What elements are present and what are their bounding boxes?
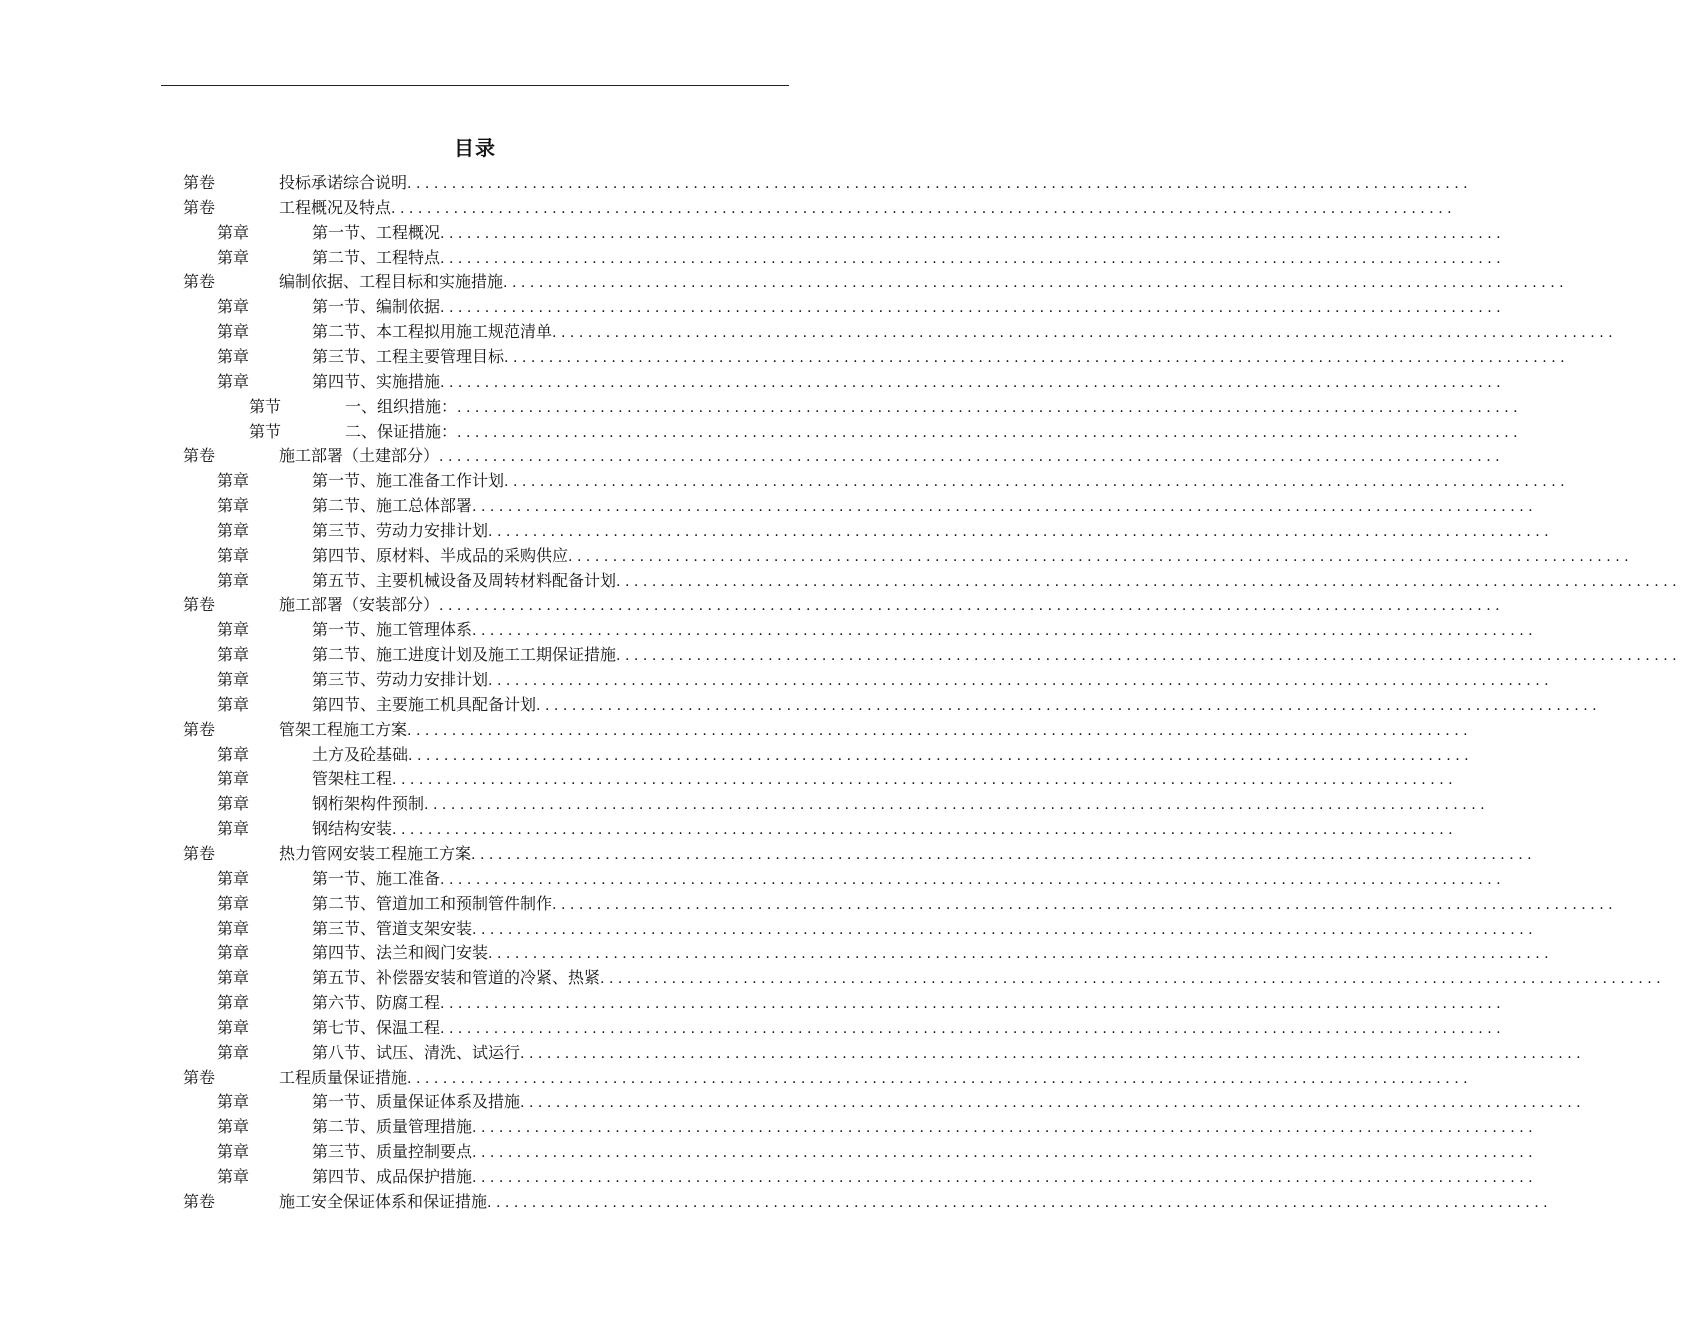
toc-entry[interactable] bbox=[0, 991, 1506, 1015]
toc-entry-body bbox=[312, 867, 1506, 892]
toc-leader-dots: ....................................................................................................................... bbox=[472, 499, 1538, 516]
toc-entry-body bbox=[279, 593, 1505, 618]
toc-entry[interactable] bbox=[0, 395, 1523, 419]
toc-entry-body bbox=[312, 792, 1490, 817]
toc-entry-text: 施工部署（土建部分） bbox=[279, 446, 440, 466]
toc-entry[interactable] bbox=[0, 1041, 1586, 1065]
toc-entry-label: 第章 bbox=[217, 322, 250, 342]
toc-entry-text: 施工安全保证体系和保证措施 bbox=[279, 1191, 488, 1211]
toc-entry-text: 第一节、编制依据 bbox=[312, 297, 441, 317]
toc-leader-dots: ....................................................................................................................... bbox=[552, 325, 1618, 342]
toc-entry-label: 第章 bbox=[217, 371, 250, 391]
toc-entry-label: 第章 bbox=[217, 520, 250, 540]
toc-leader-dots: ....................................................................................................................... bbox=[472, 1120, 1538, 1137]
toc-entry[interactable] bbox=[0, 295, 1506, 319]
toc-entry-body bbox=[279, 842, 1537, 867]
toc-leader-dots: ....................................................................................................................... bbox=[536, 697, 1602, 714]
toc-entry-body bbox=[312, 345, 1570, 370]
toc-leader-dots: ....................................................................................................................... bbox=[552, 896, 1618, 913]
toc-entry-label: 第章 bbox=[217, 645, 250, 665]
toc-entry-label: 第章 bbox=[217, 769, 250, 789]
toc-entry-text: 第三节、管道支架安装 bbox=[312, 918, 473, 938]
toc-entry-label: 第章 bbox=[217, 247, 250, 267]
toc-entry-body bbox=[279, 718, 1473, 743]
toc-entry-label: 第章 bbox=[217, 1142, 250, 1162]
toc-entry-label: 第章 bbox=[217, 868, 250, 888]
toc-entry[interactable] bbox=[0, 643, 1681, 667]
toc-entry-text: 施工部署（安装部分） bbox=[279, 595, 440, 615]
toc-entry-text: 第四节、原材料、半成品的采购供应 bbox=[312, 545, 569, 565]
toc-entry-text: 土方及砼基础 bbox=[312, 744, 409, 764]
toc-entry[interactable] bbox=[0, 1016, 1506, 1040]
toc-entry[interactable] bbox=[0, 792, 1490, 816]
toc-entry-body bbox=[312, 767, 1458, 792]
toc-entry-label: 第节 bbox=[249, 421, 282, 441]
toc-entry-label: 第卷 bbox=[183, 1191, 216, 1211]
toc-leader-dots: ....................................................................................................................... bbox=[471, 846, 1537, 863]
toc-entry-text: 管架柱工程 bbox=[312, 769, 393, 789]
toc-leader-dots: ....................................................................................................................... bbox=[488, 946, 1554, 963]
toc-entry-text: 钢结构安装 bbox=[312, 819, 393, 839]
toc-entry-text: 第二节、工程特点 bbox=[312, 247, 441, 267]
toc-entry-text: 钢桁架构件预制 bbox=[312, 794, 425, 814]
toc-leader-dots: ....................................................................................................................... bbox=[520, 1095, 1586, 1112]
toc-entry-body bbox=[312, 320, 1618, 345]
toc-entry-label: 第章 bbox=[217, 297, 250, 317]
toc-leader-dots: ....................................................................................................................... bbox=[520, 1045, 1586, 1062]
toc-entry[interactable] bbox=[0, 668, 1554, 692]
toc-leader-dots: ....................................................................................................................... bbox=[440, 996, 1506, 1013]
toc-leader-dots: ....................................................................................................................... bbox=[472, 623, 1538, 640]
toc-entry[interactable] bbox=[0, 593, 1505, 617]
toc-entry[interactable] bbox=[0, 941, 1554, 965]
toc-leader-dots: ....................................................................................................................... bbox=[407, 722, 1473, 739]
toc-leader-dots: ....................................................................................................................... bbox=[504, 349, 1570, 366]
toc-entry-text: 第一节、施工管理体系 bbox=[312, 620, 473, 640]
toc-entry-label: 第章 bbox=[217, 620, 250, 640]
toc-entry[interactable] bbox=[0, 1165, 1538, 1189]
toc-entry-text: 第二节、施工总体部署 bbox=[312, 496, 473, 516]
toc-entry-body bbox=[279, 171, 1473, 196]
toc-leader-dots: ....................................................................................................................... bbox=[472, 1170, 1538, 1186]
toc-entry-text: 第一节、工程概况 bbox=[312, 222, 441, 242]
toc-entry-label: 第卷 bbox=[183, 595, 216, 615]
toc-entry-text: 第三节、质量控制要点 bbox=[312, 1142, 473, 1162]
toc-entry-label: 第章 bbox=[217, 968, 250, 988]
toc-entry-body bbox=[312, 618, 1538, 643]
toc-entry-body bbox=[312, 370, 1506, 395]
header-rule bbox=[161, 85, 789, 86]
toc-leader-dots: ....................................................................................................................... bbox=[440, 225, 1506, 242]
toc-entry-body bbox=[312, 966, 1666, 991]
toc-entry[interactable] bbox=[0, 718, 1473, 742]
toc-entry[interactable] bbox=[0, 320, 1618, 344]
toc-entry-label: 第章 bbox=[217, 346, 250, 366]
toc-entry-label: 第章 bbox=[217, 1167, 250, 1186]
toc-entry[interactable] bbox=[0, 892, 1618, 916]
toc-entry-body bbox=[312, 295, 1506, 320]
toc-entry[interactable] bbox=[0, 1140, 1538, 1164]
toc-entry[interactable] bbox=[0, 1190, 1553, 1214]
toc-entry-text: 第五节、补偿器安装和管道的冷紧、热紧 bbox=[312, 968, 601, 988]
toc-entry-label: 第卷 bbox=[183, 446, 216, 466]
toc-leader-dots: ....................................................................................................................... bbox=[392, 772, 1458, 789]
toc-leader-dots: ....................................................................................................................... bbox=[488, 673, 1554, 689]
toc-entry-body bbox=[312, 1115, 1538, 1140]
toc-leader-dots: ....................................................................................................................... bbox=[616, 648, 1681, 665]
toc-entry-text: 第一节、施工准备工作计划 bbox=[312, 471, 505, 491]
toc-entry-label: 第章 bbox=[217, 545, 250, 565]
toc-entry-body bbox=[312, 469, 1570, 494]
toc-leader-dots: ....................................................................................................................... bbox=[439, 449, 1505, 466]
toc-entry-body bbox=[279, 1066, 1473, 1091]
toc-entry-body bbox=[312, 817, 1458, 842]
toc-entry-label: 第章 bbox=[217, 993, 250, 1013]
toc-entry[interactable] bbox=[0, 370, 1506, 394]
toc-entry[interactable] bbox=[0, 767, 1458, 791]
toc-leader-dots: ....................................................................................................................... bbox=[488, 523, 1554, 540]
toc-entry-body bbox=[312, 917, 1538, 942]
toc-entry-text: 热力管网安装工程施工方案 bbox=[279, 843, 472, 863]
toc-entry-text: 第七节、保温工程 bbox=[312, 1017, 441, 1037]
toc-entry[interactable] bbox=[0, 519, 1554, 543]
toc-leader-dots: ....................................................................................................................... bbox=[600, 971, 1666, 988]
toc-entry[interactable] bbox=[0, 817, 1458, 841]
toc-entry-text: 第二节、本工程拟用施工规范清单 bbox=[312, 322, 553, 342]
toc-leader-dots: ....................................................................................................................... bbox=[504, 474, 1570, 491]
toc-leader-dots: ....................................................................................................................... bbox=[457, 424, 1523, 441]
toc-entry[interactable] bbox=[0, 494, 1538, 518]
toc-entry-body bbox=[312, 1140, 1538, 1165]
toc-entry-text: 管架工程施工方案 bbox=[279, 719, 408, 739]
toc-entry-text: 第六节、防腐工程 bbox=[312, 993, 441, 1013]
toc-entry[interactable] bbox=[0, 743, 1474, 767]
toc-leader-dots: ....................................................................................................................... bbox=[457, 399, 1523, 416]
toc-entry-text: 第五节、主要机械设备及周转材料配备计划 bbox=[312, 570, 617, 590]
toc-entry-label: 第卷 bbox=[183, 173, 216, 192]
toc-entry-label: 第章 bbox=[217, 1017, 250, 1037]
toc-entry-body bbox=[312, 693, 1602, 718]
toc-entry-label: 第章 bbox=[217, 918, 250, 938]
toc-entry-body bbox=[312, 1016, 1506, 1041]
toc-leader-dots: ....................................................................................................................... bbox=[439, 598, 1505, 615]
toc-entry-text: 第四节、法兰和阀门安装 bbox=[312, 943, 489, 963]
toc-entry-text: 第三节、劳动力安排计划 bbox=[312, 670, 489, 689]
toc-entry[interactable] bbox=[0, 1115, 1538, 1139]
toc-entry-body bbox=[312, 991, 1506, 1016]
toc-entry-body bbox=[345, 395, 1523, 420]
toc-entry-label: 第章 bbox=[217, 496, 250, 516]
toc-entry-body bbox=[312, 941, 1554, 966]
toc-entry-body bbox=[312, 1041, 1586, 1066]
toc-leader-dots: ....................................................................................................................... bbox=[568, 548, 1634, 565]
toc-entry[interactable] bbox=[0, 196, 1457, 220]
toc-entry-body bbox=[345, 420, 1523, 445]
toc-entry-label: 第章 bbox=[217, 1092, 250, 1112]
toc-entry-body bbox=[312, 892, 1618, 917]
toc-entry-label: 第章 bbox=[217, 670, 250, 689]
toc-leader-dots: ....................................................................................................................... bbox=[440, 300, 1506, 317]
toc-entry-body bbox=[312, 743, 1474, 768]
toc-entry-body bbox=[279, 270, 1569, 295]
toc-entry-text: 工程质量保证措施 bbox=[279, 1067, 408, 1087]
toc-leader-dots: ....................................................................................................................... bbox=[440, 374, 1506, 391]
toc-entry-label: 第章 bbox=[217, 1042, 250, 1062]
toc-entry-body bbox=[312, 569, 1681, 594]
toc-entry-text: 第二节、质量管理措施 bbox=[312, 1117, 473, 1137]
toc-entry-label: 第章 bbox=[217, 893, 250, 913]
toc-entry-label: 第卷 bbox=[183, 843, 216, 863]
toc-entry-body bbox=[312, 494, 1538, 519]
toc-entry-text: 第一节、施工准备 bbox=[312, 868, 441, 888]
toc-entry-text: 第三节、工程主要管理目标 bbox=[312, 346, 505, 366]
toc-entry-body bbox=[312, 668, 1554, 693]
toc-entry-label: 第章 bbox=[217, 943, 250, 963]
toc-entry-text: 第二节、施工进度计划及施工工期保证措施 bbox=[312, 645, 617, 665]
toc-entry[interactable] bbox=[0, 1090, 1586, 1114]
toc-leader-dots: ....................................................................................................................... bbox=[472, 921, 1538, 938]
toc-entry-body bbox=[312, 643, 1681, 668]
toc-entry[interactable] bbox=[0, 867, 1506, 891]
toc-entry[interactable] bbox=[0, 246, 1506, 270]
toc-entry-label: 第章 bbox=[217, 744, 250, 764]
toc-entry-label: 第卷 bbox=[183, 719, 216, 739]
toc-entry-label: 第卷 bbox=[183, 1067, 216, 1087]
toc-leader-dots: ....................................................................................................................... bbox=[440, 250, 1506, 267]
toc-leader-dots: ....................................................................................................................... bbox=[408, 747, 1474, 764]
toc-entry-label: 第卷 bbox=[183, 272, 216, 292]
toc-entry[interactable] bbox=[0, 618, 1538, 642]
toc-entry-body bbox=[312, 1090, 1586, 1115]
toc-leader-dots: ....................................................................................................................... bbox=[616, 573, 1681, 590]
toc-entry[interactable] bbox=[0, 444, 1505, 468]
toc-entry-text: 二、保证措施： bbox=[345, 421, 458, 441]
toc-entry-text: 一、组织措施： bbox=[345, 396, 458, 416]
toc-entry[interactable] bbox=[0, 544, 1634, 568]
toc-entry[interactable] bbox=[0, 171, 1473, 195]
toc-entry-text: 第三节、劳动力安排计划 bbox=[312, 520, 489, 540]
toc-entry[interactable] bbox=[0, 1066, 1473, 1090]
toc-entry-text: 编制依据、工程目标和实施措施 bbox=[279, 272, 504, 292]
toc-entry-text: 第八节、试压、清洗、试运行 bbox=[312, 1042, 521, 1062]
toc-entry-body bbox=[279, 196, 1457, 221]
toc-entry[interactable] bbox=[0, 693, 1602, 717]
toc-leader-dots: ....................................................................................................................... bbox=[407, 176, 1473, 192]
toc-entry[interactable] bbox=[0, 569, 1681, 593]
toc-entry[interactable] bbox=[0, 270, 1569, 294]
toc-entry-text: 投标承诺综合说明 bbox=[279, 173, 408, 192]
toc-entry-label: 第章 bbox=[217, 471, 250, 491]
toc-leader-dots: ....................................................................................................................... bbox=[391, 200, 1457, 217]
toc-leader-dots: ....................................................................................................................... bbox=[487, 1194, 1553, 1211]
toc-entry-body bbox=[279, 444, 1505, 469]
toc-entry-label: 第章 bbox=[217, 819, 250, 839]
toc-entry-body bbox=[312, 221, 1506, 246]
toc-entry-body bbox=[312, 519, 1554, 544]
toc-entry-label: 第章 bbox=[217, 794, 250, 814]
toc-entry[interactable] bbox=[0, 469, 1570, 493]
toc-leader-dots: ....................................................................................................................... bbox=[503, 275, 1569, 292]
toc-entry-label: 第章 bbox=[217, 694, 250, 714]
toc-entry-text: 第一节、质量保证体系及措施 bbox=[312, 1092, 521, 1112]
toc-entry-body bbox=[312, 246, 1506, 271]
toc-entry-label: 第卷 bbox=[183, 197, 216, 217]
toc-entry-label: 第章 bbox=[217, 1117, 250, 1137]
toc-leader-dots: ....................................................................................................................... bbox=[440, 871, 1506, 888]
page-title: 目录 bbox=[454, 136, 496, 160]
toc-entry-text: 第四节、实施措施 bbox=[312, 371, 441, 391]
toc-entry[interactable] bbox=[0, 966, 1666, 990]
toc-leader-dots: ....................................................................................................................... bbox=[424, 797, 1490, 814]
toc-entry-text: 第二节、管道加工和预制管件制作 bbox=[312, 893, 553, 913]
toc-entry-text: 第四节、成品保护措施 bbox=[312, 1167, 473, 1186]
toc-entry-text: 工程概况及特点 bbox=[279, 197, 392, 217]
toc-entry-label: 第章 bbox=[217, 222, 250, 242]
toc-entry-body bbox=[312, 544, 1634, 569]
toc-entry[interactable] bbox=[0, 420, 1523, 444]
toc-entry[interactable] bbox=[0, 842, 1537, 866]
toc-entry-label: 第章 bbox=[217, 570, 250, 590]
toc-entry-body bbox=[279, 1190, 1553, 1215]
toc-entry[interactable] bbox=[0, 345, 1570, 369]
toc-leader-dots: ....................................................................................................................... bbox=[392, 822, 1458, 839]
toc-entry[interactable] bbox=[0, 917, 1538, 941]
toc-entry[interactable] bbox=[0, 221, 1506, 245]
toc-leader-dots: ....................................................................................................................... bbox=[407, 1070, 1473, 1087]
toc-leader-dots: ....................................................................................................................... bbox=[472, 1145, 1538, 1162]
toc-entry-label: 第节 bbox=[249, 396, 282, 416]
toc-entry-text: 第四节、主要施工机具配备计划 bbox=[312, 694, 537, 714]
toc-entry-body bbox=[312, 1165, 1538, 1190]
toc-leader-dots: ....................................................................................................................... bbox=[440, 1020, 1506, 1037]
